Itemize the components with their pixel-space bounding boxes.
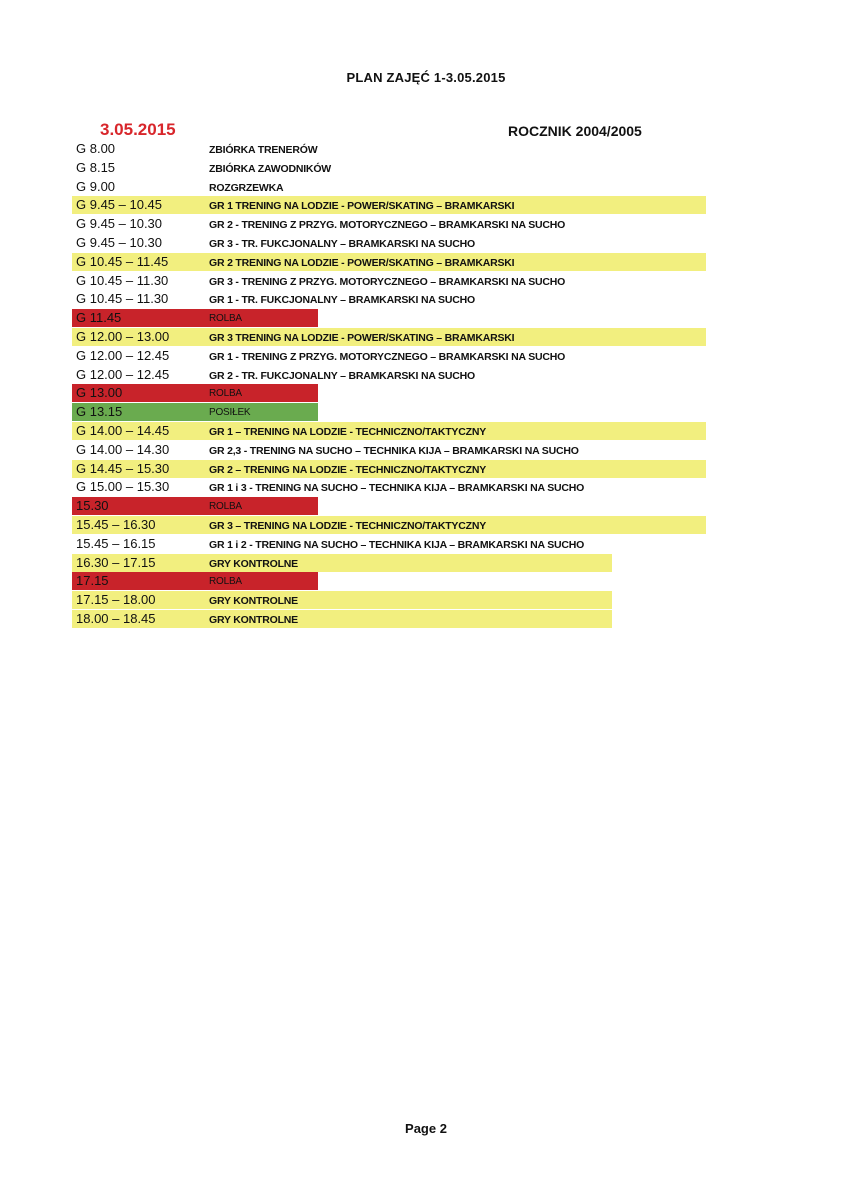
schedule-row <box>72 497 712 516</box>
schedule-row <box>72 234 712 253</box>
schedule-row <box>72 215 712 234</box>
schedule-time: G 8.00 <box>76 141 116 156</box>
schedule-time: G 13.00 <box>76 385 123 401</box>
page-title: PLAN ZAJĘĆ 1-3.05.2015 <box>346 70 506 85</box>
schedule-row <box>72 140 712 159</box>
schedule-activity: GR 2 - TRENING Z PRZYG. MOTORYCZNEGO – BRAMKARSKI NA SUCHO <box>209 219 566 232</box>
schedule-time: G 9.45 – 10.45 <box>76 197 163 213</box>
schedule-row <box>72 328 712 347</box>
schedule-time: G 9.45 – 10.30 <box>76 216 163 232</box>
schedule-row <box>72 441 712 460</box>
schedule-activity: ZBIÓRKA TRENERÓW <box>209 144 318 156</box>
schedule-row <box>72 610 712 629</box>
schedule-activity: ROLBA <box>209 576 242 588</box>
schedule-time: G 14.00 – 14.30 <box>76 441 170 457</box>
schedule-activity: GR 2,3 - TRENING NA SUCHO – TECHNIKA KIJA – BRAMKARSKI NA SUCHO <box>209 444 579 457</box>
schedule-row <box>72 384 712 403</box>
schedule-activity: GR 3 – TRENING NA LODZIE - TECHNICZNO/TAKTYCZNY <box>209 519 487 532</box>
schedule-activity: GR 1 - TR. FUKCJONALNY – BRAMKARSKI NA SUCHO <box>209 294 475 307</box>
schedule-row <box>72 403 712 422</box>
page-number: Page 2 <box>405 1121 447 1136</box>
schedule-row <box>72 253 712 272</box>
schedule-row <box>72 535 712 554</box>
row-highlight <box>72 497 318 515</box>
schedule-activity: GR 1 i 2 - TRENING NA SUCHO – TECHNIKA KIJA – BRAMKARSKI NA SUCHO <box>209 538 585 551</box>
schedule-row <box>72 478 712 497</box>
schedule-row <box>72 366 712 385</box>
schedule-time: 17.15 – 18.00 <box>76 592 156 608</box>
schedule-row <box>72 309 712 328</box>
schedule-time: 18.00 – 18.45 <box>76 610 156 626</box>
schedule-time: G 13.15 <box>76 404 123 420</box>
schedule-row <box>72 516 712 535</box>
schedule-row <box>72 572 712 591</box>
schedule-time: 16.30 – 17.15 <box>76 554 156 570</box>
schedule-time: 15.45 – 16.30 <box>76 516 156 532</box>
schedule-activity: GR 1 TRENING NA LODZIE - POWER/SKATING – BRAMKARSKI <box>209 200 515 213</box>
row-highlight <box>72 572 318 590</box>
schedule-activity: GR 2 - TR. FUKCJONALNY – BRAMKARSKI NA SUCHO <box>209 369 475 382</box>
schedule-row <box>72 196 712 215</box>
schedule-time: G 10.45 – 11.30 <box>76 272 169 288</box>
schedule-activity: ZBIÓRKA ZAWODNIKÓW <box>209 162 331 175</box>
schedule-activity: GRY KONTROLNE <box>209 595 298 608</box>
schedule-activity: GR 1 – TRENING NA LODZIE - TECHNICZNO/TAKTYCZNY <box>209 425 487 438</box>
schedule-time: G 14.45 – 15.30 <box>76 460 170 476</box>
schedule-activity: ROLBA <box>209 313 242 325</box>
schedule-row <box>72 159 712 178</box>
schedule-activity: ROLBA <box>209 501 242 513</box>
schedule-activity: GR 1 i 3 - TRENING NA SUCHO – TECHNIKA KIJA – BRAMKARSKI NA SUCHO <box>209 482 585 495</box>
schedule-activity: GR 2 TRENING NA LODZIE - POWER/SKATING – BRAMKARSKI <box>209 256 515 269</box>
schedule-row <box>72 591 712 610</box>
schedule-activity: GRY KONTROLNE <box>209 613 298 626</box>
schedule-time: 15.30 <box>76 498 109 514</box>
schedule-row <box>72 272 712 291</box>
schedule-activity: GR 2 – TRENING NA LODZIE - TECHNICZNO/TAKTYCZNY <box>209 463 487 476</box>
schedule-row <box>72 290 712 309</box>
schedule-row <box>72 178 712 197</box>
schedule-time: 15.45 – 16.15 <box>76 535 156 551</box>
schedule-time: G 8.15 <box>76 159 116 175</box>
schedule-time: G 14.00 – 14.45 <box>76 422 170 438</box>
schedule-row <box>72 422 712 441</box>
schedule-activity: GR 3 TRENING NA LODZIE - POWER/SKATING – BRAMKARSKI <box>209 331 515 344</box>
schedule-row <box>72 460 712 479</box>
schedule-row <box>72 347 712 366</box>
schedule-activity: POSIŁEK <box>209 407 251 419</box>
schedule-time: G 9.00 <box>76 178 116 194</box>
schedule-time: G 9.45 – 10.30 <box>76 234 163 250</box>
schedule-activity: GRY KONTROLNE <box>209 557 298 570</box>
schedule-row <box>72 554 712 573</box>
schedule-activity: GR 1 - TRENING Z PRZYG. MOTORYCZNEGO – BRAMKARSKI NA SUCHO <box>209 350 566 363</box>
date-heading: 3.05.2015 <box>100 120 176 139</box>
schedule-time: G 12.00 – 12.45 <box>76 347 170 363</box>
schedule-table <box>72 140 712 629</box>
schedule-activity: ROLBA <box>209 388 242 400</box>
schedule-time: G 10.45 – 11.45 <box>76 253 169 269</box>
schedule-time: G 11.45 <box>76 310 122 326</box>
year-group-heading: ROCZNIK 2004/2005 <box>508 123 642 139</box>
schedule-time: G 12.00 – 13.00 <box>76 328 170 344</box>
schedule-time: G 15.00 – 15.30 <box>76 479 170 495</box>
schedule-time: G 12.00 – 12.45 <box>76 366 170 382</box>
schedule-activity: ROZGRZEWKA <box>209 181 284 194</box>
schedule-time: G 10.45 – 11.30 <box>76 291 169 307</box>
schedule-time: 17.15 <box>76 573 109 589</box>
schedule-activity: GR 3 - TR. FUKCJONALNY – BRAMKARSKI NA SUCHO <box>209 237 475 250</box>
schedule-activity: GR 3 - TRENING Z PRZYG. MOTORYCZNEGO – BRAMKARSKI NA SUCHO <box>209 275 566 288</box>
